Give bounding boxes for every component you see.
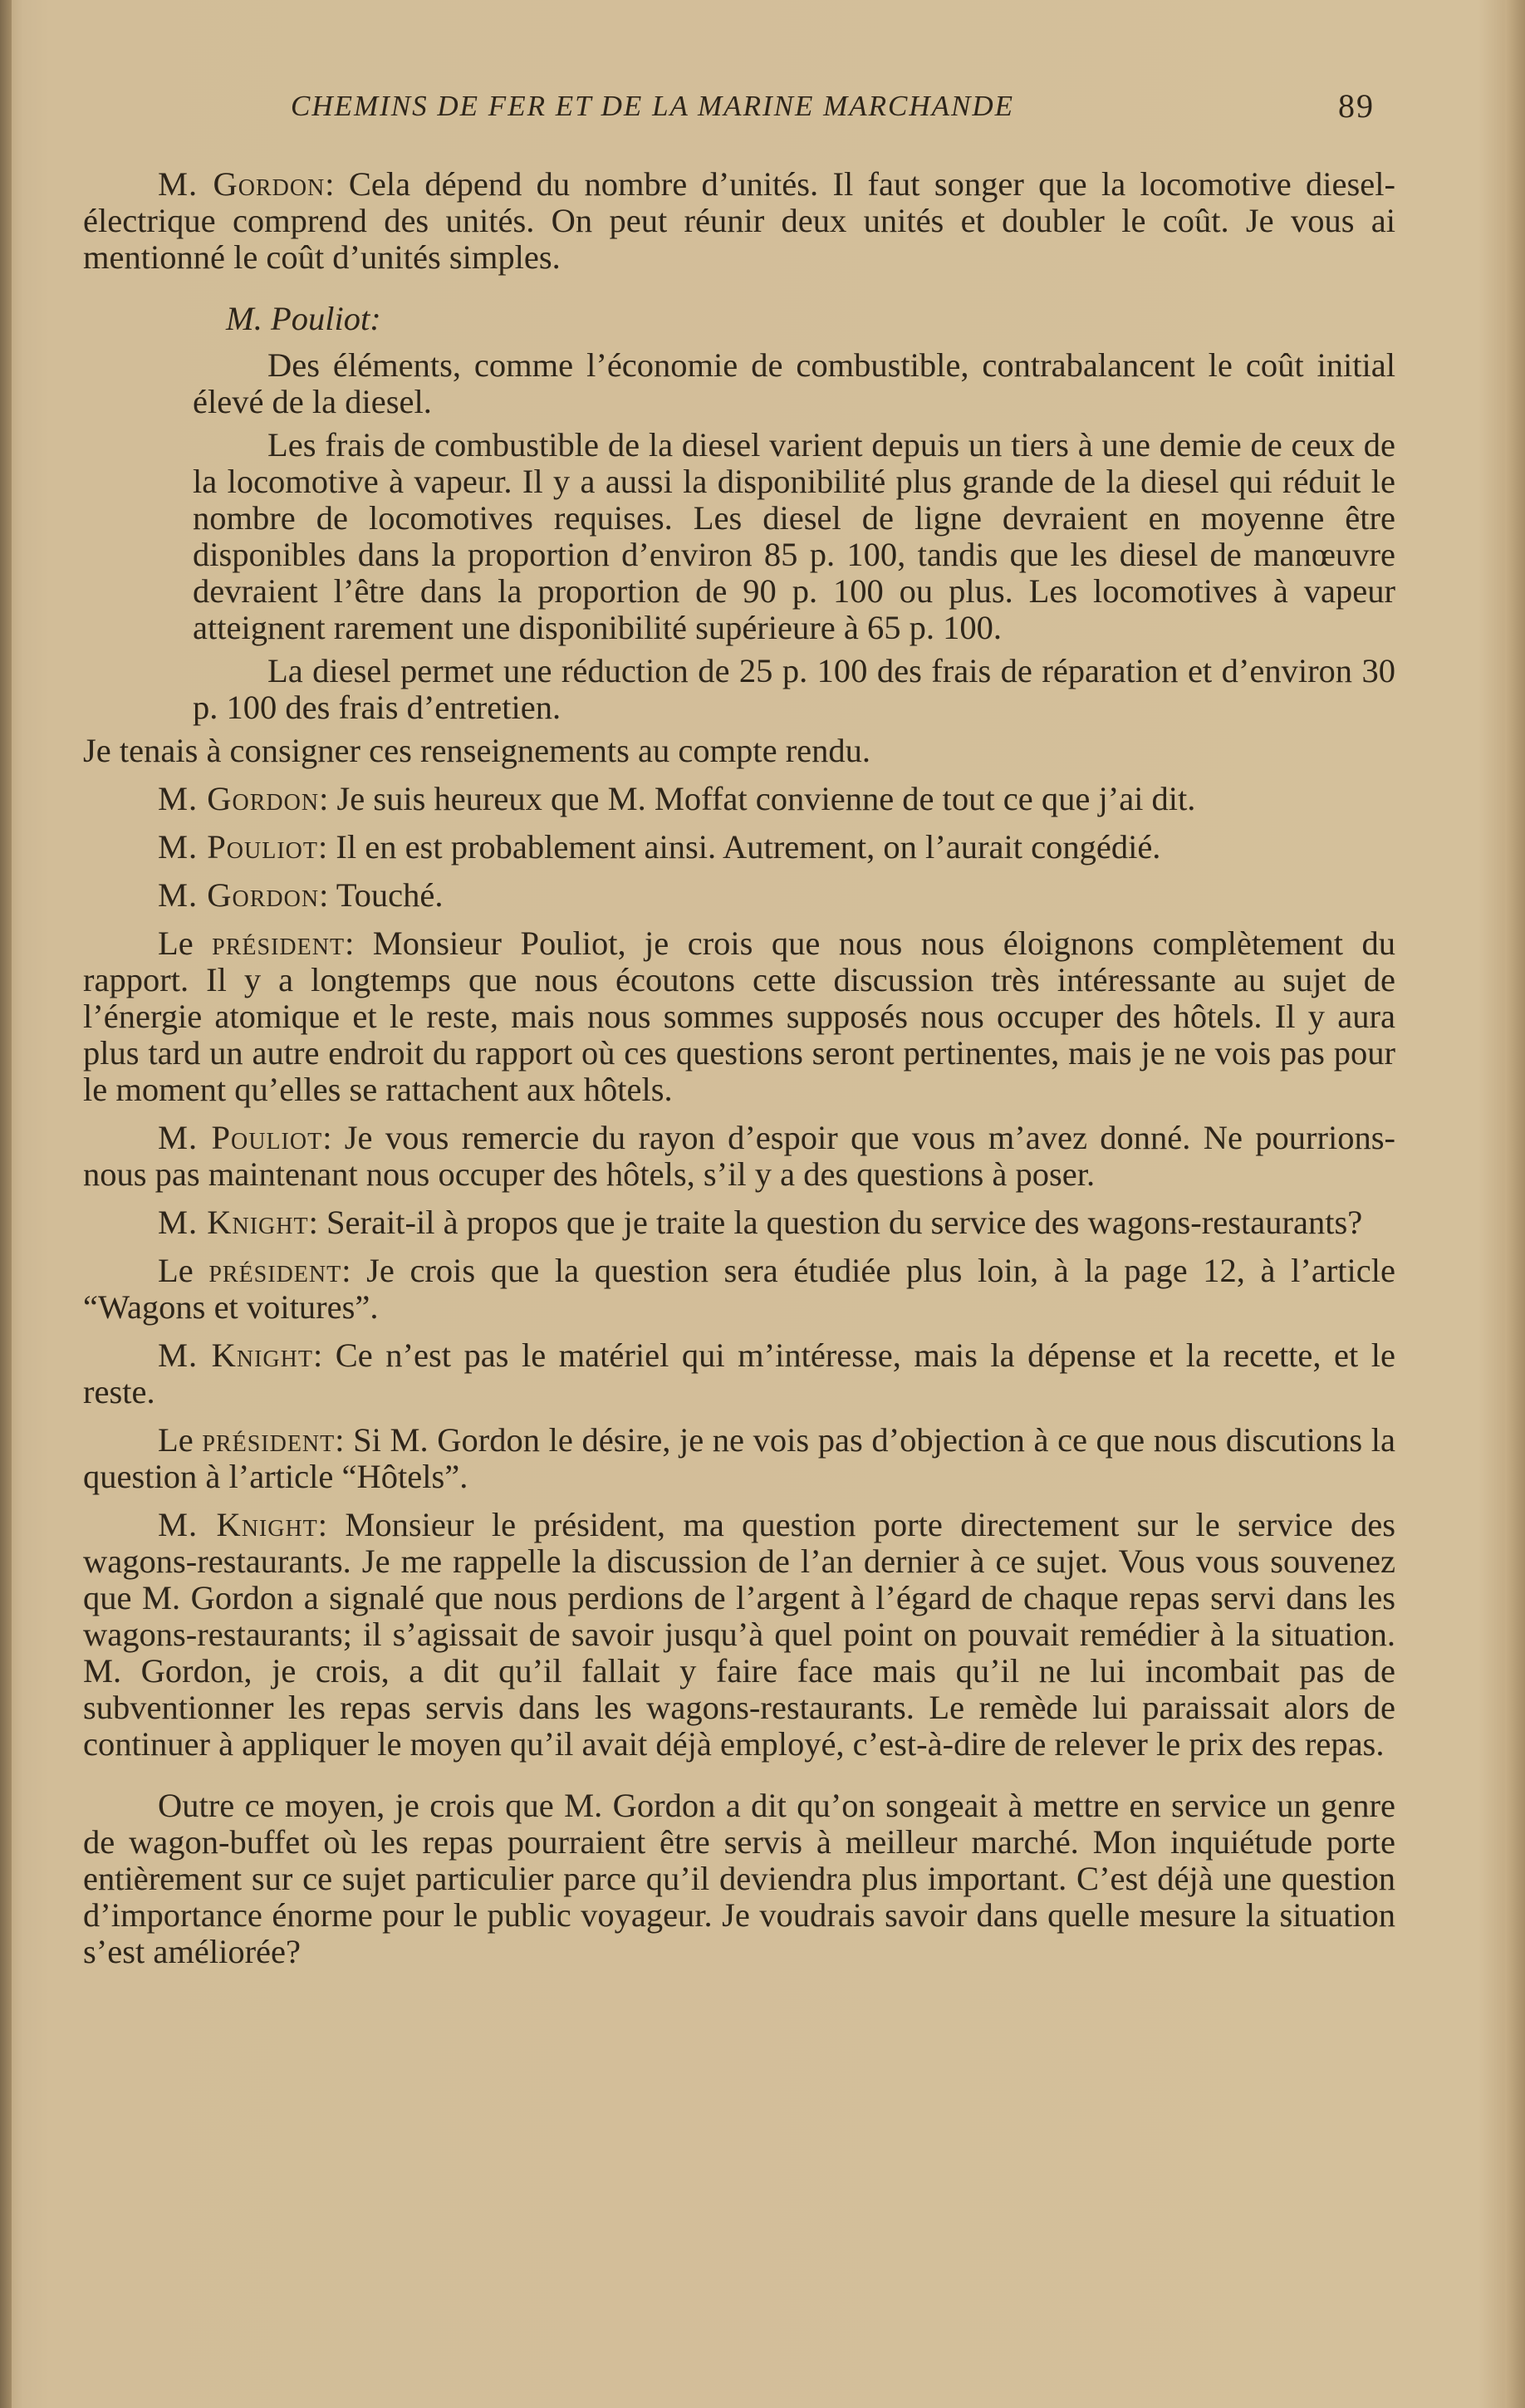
paragraph-text: : Si M. Gordon le désire, je ne vois pas d’objection à ce que nous discutions la question à l’article “Hôtels”.	[83, 1421, 1395, 1495]
speaker: M. Gordon	[158, 876, 320, 914]
paragraph	[83, 829, 1395, 866]
paragraph-text: : Je crois que la question sera étudiée plus loin, à la page 12, à l’article “Wagons et voitures”.	[83, 1252, 1395, 1326]
paragraph	[83, 1120, 1395, 1193]
quote-speaker: M. Pouliot:	[226, 300, 381, 337]
paragraph-text: : Monsieur Pouliot, je crois que nous nous éloignons complètement du rapport. Il y a longtemps que nous écoutons cette discussion très intéressante au sujet de l’énergie atomique et le reste, mais nous sommes supposés nous occuper des hôtels. Il y aura plus tard un autre endroit du rapport où ces questions seront pertinentes, mais je ne vois pas pour le moment qu’elles se rattachent aux hôtels.	[83, 924, 1395, 1108]
speaker-prefix: Le	[158, 1252, 209, 1289]
quoted-statement	[193, 301, 1395, 726]
paragraph-text: : Il en est probablement ainsi. Autrement, on l’aurait congédié.	[317, 828, 1161, 866]
speaker: M. Pouliot	[158, 1119, 323, 1156]
paragraph	[83, 1422, 1395, 1495]
paragraph	[83, 781, 1395, 817]
paragraph	[83, 166, 1395, 276]
binding-shadow	[0, 0, 12, 2408]
paragraph-text: : Je suis heureux que M. Moffat convienne de tout ce que j’ai dit.	[319, 780, 1196, 817]
paragraph-text: : Ce n’est pas le matériel qui m’intéresse, mais la dépense et la recette, et le reste.	[83, 1336, 1395, 1410]
quote-paragraph: Des éléments, comme l’économie de combustible, contrabalancent le coût initial élevé de la diesel.	[193, 346, 1395, 420]
speaker: M. Knight	[158, 1506, 318, 1543]
quote-paragraph: Les frais de combustible de la diesel varient depuis un tiers à une demie de ceux de la locomotive à vapeur. Il y a aussi la disponibilité plus grande de la diesel qui réduit le nombre de locomotives requises. Les diesel de ligne devraient en moyenne être disponibles dans la proportion d’environ 85 p. 100, tandis que les diesel de manœuvre devraient l’être dans la proportion de 90 p. 100 ou plus. Les locomotives à vapeur atteignent rarement une disponibilité supérieure à 65 p. 100.	[193, 426, 1395, 646]
paragraph-text: : Monsieur le président, ma question porte directement sur le service des wagons-restaurants. Je me rappelle la discussion de l’an dernier à ce sujet. Vous vous souvenez que M. Gordon a signalé que nous perdions de l’argent à l’égard de chaque repas servi dans les wagons-restaurants; il s’agissait de savoir jusqu’à quel point on pouvait remédier à la situation. M. Gordon, je crois, a dit qu’il fallait y faire face mais qu’il ne lui incombait pas de subventionner les repas servis dans les wagons-restaurants. Le remède lui paraissait alors de continuer à appliquer le moyen qu’il avait déjà employé, c’est-à-dire de relever le prix des repas.	[83, 1506, 1395, 1763]
paragraph	[83, 1204, 1395, 1241]
speaker: président	[212, 924, 346, 962]
paragraph	[83, 1253, 1395, 1326]
paragraph-text: : Cela dépend du nombre d’unités. Il faut songer que la locomotive diesel-électrique comprend des unités. On peut réunir deux unités et doubler le coût. Je vous ai mentionné le coût d’unités simples.	[83, 165, 1395, 276]
page-number: 89	[1338, 87, 1375, 125]
speaker: M. Gordon	[158, 165, 326, 203]
speaker: président	[208, 1252, 342, 1289]
paragraph-text: : Je vous remercie du rayon d’espoir que vous m’avez donné. Ne pourrions-nous pas maintenant nous occuper des hôtels, s’il y a des questions à poser.	[83, 1119, 1395, 1193]
page-edge	[1505, 0, 1525, 2408]
speaker: M. Pouliot	[158, 828, 318, 866]
speaker-prefix: Le	[158, 1421, 203, 1459]
quote-paragraph: La diesel permet une réduction de 25 p. 100 des frais de réparation et d’environ 30 p. 100 des frais d’entretien.	[193, 652, 1395, 726]
speaker-prefix: Le	[158, 924, 213, 962]
paragraph: Outre ce moyen, je crois que M. Gordon a dit qu’on songeait à mettre en service un genre de wagon-buffet où les repas pourraient être servis à meilleur marché. Mon inquiétude porte entièrement sur ce sujet particulier parce qu’il deviendra plus important. C’est déjà une question d’importance énorme pour le public voyageur. Je voudrais savoir dans quelle mesure la situation s’est améliorée?	[83, 1787, 1395, 1970]
paragraph-text: : Serait-il à propos que je traite la question du service des wagons-restaurants?	[308, 1204, 1363, 1241]
body-text	[83, 166, 1395, 1982]
paragraph	[83, 877, 1395, 914]
page-header	[291, 87, 1454, 125]
running-title: CHEMINS DE FER ET DE LA MARINE MARCHANDE	[291, 90, 1014, 122]
speaker: président	[202, 1421, 336, 1459]
speaker: M. Knight	[158, 1336, 313, 1374]
paragraph	[83, 925, 1395, 1108]
paragraph: Je tenais à consigner ces renseignements au compte rendu.	[83, 732, 871, 769]
paragraph-text: : Touché.	[319, 876, 444, 914]
paragraph	[83, 1337, 1395, 1410]
speaker: M. Gordon	[158, 780, 320, 817]
paragraph	[83, 1507, 1395, 1763]
speaker: M. Knight	[158, 1204, 309, 1241]
